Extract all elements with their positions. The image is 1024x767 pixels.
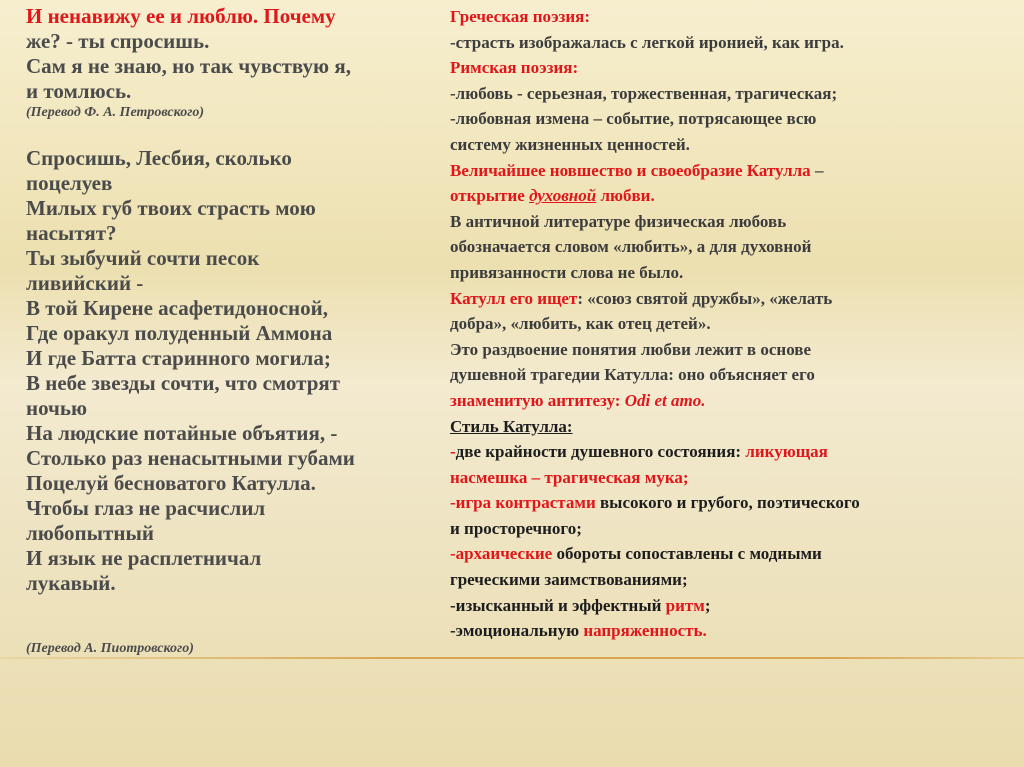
highlight: открытие <box>450 186 530 206</box>
text-line <box>450 618 1010 644</box>
poem-line: Ты зыбучий сочти песок <box>26 246 260 270</box>
poem-line-highlight: И ненавижу ее и люблю. Почему <box>26 4 336 28</box>
text-line: привязанности слова не было. <box>450 262 684 282</box>
text-line <box>450 388 1010 414</box>
text-line <box>450 593 1010 619</box>
section-heading-style: Стиль Катулла: <box>450 416 573 436</box>
text-line <box>450 158 1010 184</box>
text-line: системy жизненных ценностей. <box>450 134 690 154</box>
highlight: -игра контрастами <box>450 493 596 513</box>
text: : «союз святой дружбы», «желать <box>577 288 833 308</box>
text-line: добра», «любить, как отец детей». <box>450 314 711 334</box>
text-line <box>450 439 1010 465</box>
emphasis: духовной <box>529 186 597 206</box>
poem-line: И где Батта старинного могила; <box>26 346 331 370</box>
text-line <box>450 541 1010 567</box>
highlight: насмешка – трагическая мука; <box>450 467 689 487</box>
poem-line: На людские потайные объятия, - <box>26 421 338 445</box>
poem-line: лукавый. <box>26 571 116 595</box>
text-line: и просторечного; <box>450 518 582 538</box>
poem-line: Сам я не знаю, но так чувствую я, <box>26 54 351 78</box>
translator-note: (Перевод А. Пиотровского) <box>26 641 194 656</box>
highlight: знаменитую антитезу: <box>450 390 625 410</box>
highlight: - <box>450 442 456 462</box>
highlight: напряженность. <box>583 621 707 641</box>
emphasis: Odi et amo. <box>624 390 706 410</box>
style-section <box>450 414 1010 644</box>
text-line: греческими заимствованиями; <box>450 570 688 590</box>
text-line: обозначается словом «любить», а для духовной <box>450 237 812 257</box>
poem-line: В той Кирене асафетидоносной, <box>26 296 328 320</box>
text: две крайности душевного состояния: <box>455 442 746 462</box>
translator-note: (Перевод Ф. А. Петровского) <box>26 105 205 120</box>
poem-line: Спросишь, Лесбия, сколько <box>26 146 292 170</box>
poem-line: любопытный <box>26 521 154 545</box>
commentary-column <box>450 4 1010 644</box>
text: ; <box>704 595 711 615</box>
text: высокого и грубого, поэтического <box>595 493 860 513</box>
poem-column <box>26 4 426 658</box>
poem-line: поцелуев <box>26 171 113 195</box>
section-heading-roman: Римская поэзия: <box>450 58 579 78</box>
text-line: В античной литературе физическая любовь <box>450 211 787 231</box>
highlight: ритм <box>665 595 705 615</box>
text-line <box>450 183 1010 209</box>
highlight: Катулл его ищет <box>450 288 578 308</box>
text: обороты сопоставлены с модными <box>552 544 822 564</box>
poem-line: и томлюсь. <box>26 79 132 103</box>
highlight: ликующая <box>745 442 828 462</box>
poem-line <box>26 4 426 29</box>
highlight: архаические <box>455 544 553 564</box>
poem-line: насытят? <box>26 221 117 245</box>
poem-line: И язык не расплетничал <box>26 546 262 570</box>
poem-line: В небе звезды сочти, что смотрят <box>26 371 341 395</box>
stanza-gap <box>26 122 426 146</box>
poem-line: Столько раз ненасытными губами <box>26 446 355 470</box>
text-line: Это раздвоение понятия любви лежит в основе <box>450 339 811 359</box>
text: -эмоциональную <box>450 621 584 641</box>
section-heading-greek: Греческая поэзия: <box>450 7 591 26</box>
poem-line: же? - ты спросишь. <box>26 29 210 53</box>
highlight: Величайшее новшество и своеобразие Катулла <box>450 160 811 180</box>
text-line: душевной трагедии Катулла: оно объясняет его <box>450 365 815 385</box>
text-line <box>450 286 1010 312</box>
text-line: -любовь - серьезная, торжественная, трагическая; <box>450 83 838 103</box>
text: – <box>810 160 824 180</box>
text-line: -страсть изображалась с легкой иронией, как игра. <box>450 32 844 52</box>
highlight: - <box>450 544 456 564</box>
poem-line: Где оракул полуденный Аммона <box>26 321 333 345</box>
text: -изысканный и эффектный <box>450 595 666 615</box>
text-line: -любовная измена – событие, потрясающее всю <box>450 109 817 129</box>
poem-line: ночью <box>26 396 88 420</box>
poem-line: ливийский - <box>26 271 144 295</box>
text-line <box>450 465 1010 491</box>
text-line <box>450 490 1010 516</box>
poem-line: Поцелуй бесноватого Катулла. <box>26 471 316 495</box>
highlight: любви. <box>596 186 655 206</box>
poem-line: Милых губ твоих страсть мою <box>26 196 316 220</box>
poem-line: Чтобы глаз не расчислил <box>26 496 266 520</box>
